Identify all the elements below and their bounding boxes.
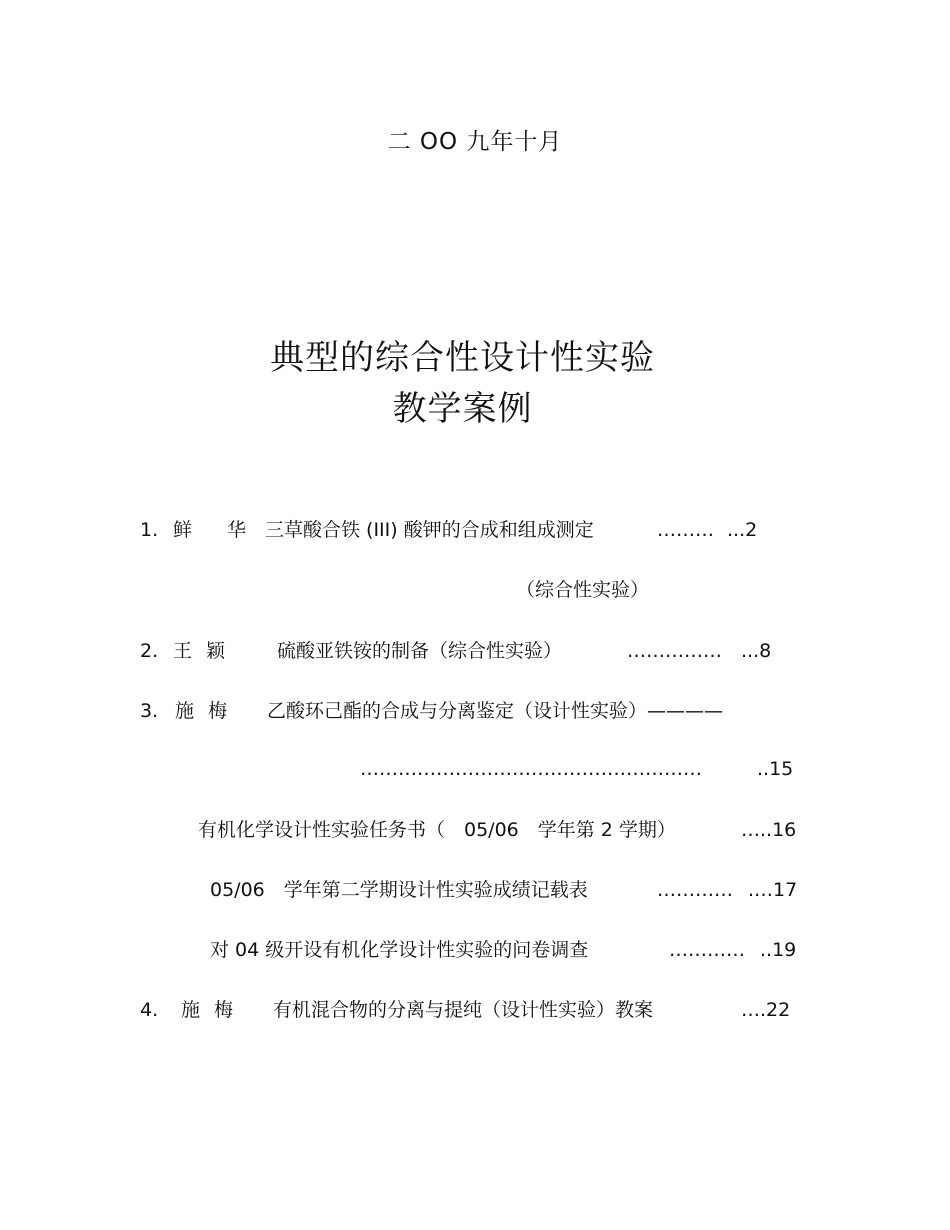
document-title: 典型的综合性设计性实验 <box>270 338 655 378</box>
toc-item-title: 硫酸亚铁铵的制备（综合性实验） <box>277 640 563 662</box>
toc-item-number: 1. <box>140 519 159 541</box>
toc-item-author: 鲜 华 <box>173 519 255 541</box>
toc-leader-dots: ………… <box>657 879 733 901</box>
toc-item-author: 王 颖 <box>173 640 230 662</box>
toc-item-title: 有机混合物的分离与提纯（设计性实验）教案 <box>273 999 654 1021</box>
toc-page-number: ...8 <box>741 640 772 662</box>
toc-page-number: …..16 <box>741 819 797 841</box>
toc-item-continuation: （综合性实验） <box>516 579 650 601</box>
toc-leader-dots: …………… <box>627 640 722 662</box>
toc-item-author: 施 梅 <box>175 700 232 722</box>
toc-item-title: 对 04 级开设有机化学设计性实验的问卷调查 <box>210 939 589 961</box>
toc-item-author: 施 梅 <box>181 999 238 1021</box>
toc-item-number: 2. <box>140 640 159 662</box>
toc-page-number: ..19 <box>760 939 797 961</box>
document-subtitle: 教学案例 <box>392 389 533 429</box>
toc-page-number: .…17 <box>748 879 798 901</box>
date-line: 二 OO 九年十月 <box>387 129 563 155</box>
toc-leader-dots: ……………………………………………… <box>360 758 702 780</box>
toc-item-number: 4. <box>140 999 159 1021</box>
toc-page-number: ….22 <box>741 999 791 1021</box>
toc-leader-dots: ………… <box>669 939 745 961</box>
toc-item-title: 05/06 学年第二学期设计性实验成绩记载表 <box>210 879 588 901</box>
toc-page-number: ..15 <box>757 758 794 780</box>
toc-item-title: 乙酸环己酯的合成与分离鉴定（设计性实验）———— <box>267 700 724 722</box>
toc-page-number: ...2 <box>727 519 758 541</box>
toc-item-title: 三草酸合铁 (III) 酸钾的合成和组成测定 <box>265 519 594 541</box>
toc-item-number: 3. <box>140 700 159 722</box>
toc-item-title: 有机化学设计性实验任务书（ 05/06 学年第 2 学期） <box>198 819 676 841</box>
toc-leader-dots: ……… <box>657 519 714 541</box>
